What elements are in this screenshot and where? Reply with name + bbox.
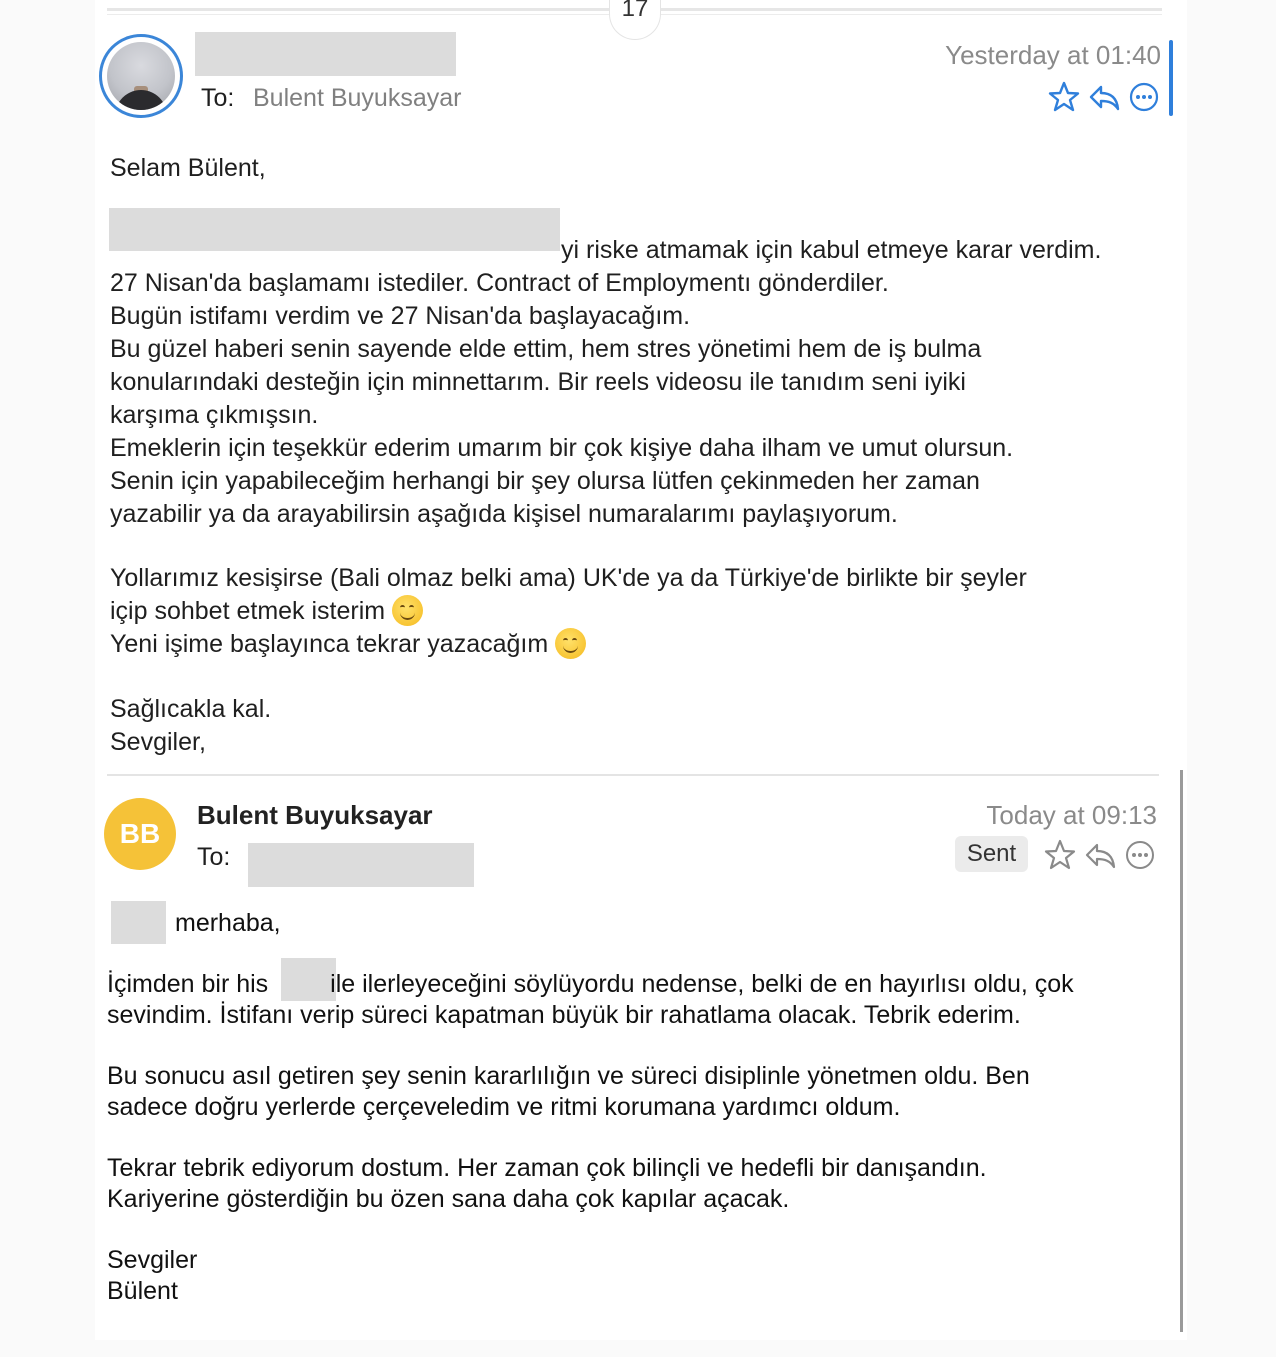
star-icon[interactable] xyxy=(1043,838,1077,872)
recipient-name[interactable]: Bulent Buyuksayar xyxy=(253,84,462,112)
mail-thread xyxy=(95,0,1187,1340)
scrollbar[interactable] xyxy=(1180,770,1183,1332)
star-icon[interactable] xyxy=(1047,80,1081,114)
body-line: Bu güzel haberi senin sayende elde ettim, hem stres yönetimi hem de iş bulma xyxy=(110,335,982,363)
body-line: konularındaki desteğin için minnettarım. Bir reels videosu ile tanıdım seni iyiki xyxy=(110,368,966,396)
body-line: 27 Nisan'da başlamamı istediler. Contract of Employmentı gönderdiler. xyxy=(110,269,889,297)
message-body xyxy=(107,908,1177,1307)
body-line: Kariyerine gösterdiğin bu özen sana daha çok kapılar açacak. xyxy=(107,1185,790,1213)
to-label: To: xyxy=(201,84,235,112)
more-icon[interactable] xyxy=(1127,80,1161,114)
body-line: İçimden bir his ile ilerleyeceğini söylüyordu nedense, belki de en hayırlısı oldu, çok xyxy=(107,970,1074,998)
redacted-recipient xyxy=(248,843,474,887)
redacted-sender-name xyxy=(195,32,456,76)
body-line: karşıma çıkmışsın. xyxy=(110,401,319,429)
body-line: Bugün istifamı verdim ve 27 Nisan'da başlayacağım. xyxy=(110,302,691,330)
to-label: To: xyxy=(197,843,231,871)
body-line: Tekrar tebrik ediyorum dostum. Her zaman çok bilinçli ve hedefli bir danışandın. xyxy=(107,1154,987,1182)
body-line: sadece doğru yerlerde çerçeveledim ve ritmi korumana yardımcı oldum. xyxy=(107,1093,901,1121)
message-date: Yesterday at 01:40 xyxy=(945,40,1161,70)
body-line: Emeklerin için teşekkür ederim umarım bir çok kişiye daha ilham ve umut olursun. xyxy=(110,434,1014,462)
reply-icon[interactable] xyxy=(1083,838,1117,872)
sender-avatar[interactable]: BB xyxy=(104,798,176,870)
body-line: Bu sonucu asıl getiren şey senin kararlılığın ve süreci disiplinle yönetmen oldu. Ben xyxy=(107,1062,1030,1090)
body-line: yi riske atmamak için kabul etmeye karar verdim. xyxy=(561,236,1102,264)
closing-line: Bülent xyxy=(107,1277,178,1305)
sender-avatar[interactable] xyxy=(99,34,183,118)
closing-line: Sevgiler xyxy=(107,1246,198,1274)
body-line: Yeni işime başlayınca tekrar yazacağım xyxy=(110,628,1180,661)
body-line: Senin için yapabileceğim herhangi bir şey olursa lütfen çekinmeden her zaman xyxy=(110,467,980,495)
reply-icon[interactable] xyxy=(1087,80,1121,114)
sender-name[interactable]: Bulent Buyuksayar xyxy=(197,800,433,830)
thread-counter[interactable]: 17 xyxy=(609,0,661,40)
body-line: içip sohbet etmek isterim xyxy=(110,595,1180,628)
smile-emoji-icon xyxy=(555,628,586,659)
message-divider xyxy=(107,774,1159,776)
greeting: Selam Bülent, xyxy=(110,154,266,182)
body-line: yazabilir ya da arayabilirsin aşağıda kişisel numaralarımı paylaşıyorum. xyxy=(110,500,898,528)
sent-badge: Sent xyxy=(955,836,1028,872)
body-line: sevindim. İstifanı verip süreci kapatman büyük bir rahatlama olacak. Tebrik ederim. xyxy=(107,1001,1021,1029)
more-icon[interactable] xyxy=(1123,838,1157,872)
message-body xyxy=(110,152,1180,759)
smile-emoji-icon xyxy=(392,595,423,626)
body-line: Yollarımız kesişirse (Bali olmaz belki ama) UK'de ya da Türkiye'de birlikte bir şeyler xyxy=(110,564,1027,592)
closing-line: Sağlıcakla kal. xyxy=(110,695,272,723)
message-actions xyxy=(1043,838,1157,872)
message-actions xyxy=(1047,80,1161,114)
message-date: Today at 09:13 xyxy=(986,800,1157,830)
unread-indicator xyxy=(1169,40,1173,116)
greeting: merhaba, xyxy=(175,909,281,937)
closing-line: Sevgiler, xyxy=(110,728,206,756)
